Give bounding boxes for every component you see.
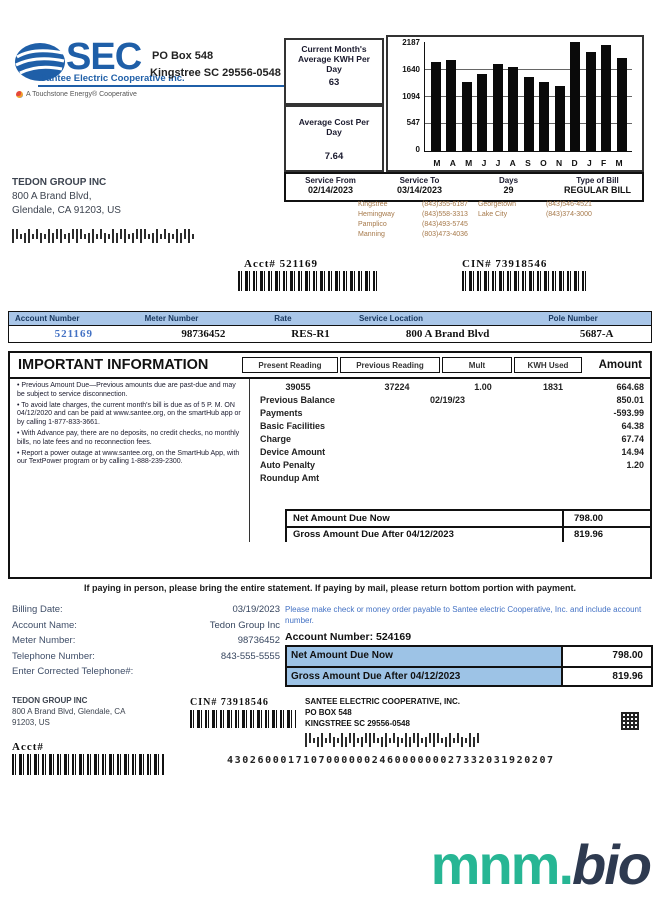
cin-number-label: CIN# 73918546 [462,258,548,270]
kwh-y-tick: 2187 [402,38,420,47]
service-period-box [284,172,644,202]
office-phone: (803)473-4036 [422,231,468,238]
charge-row: Charge 67.74 [260,434,644,444]
bullet: • Report a power outage at www.santee.org, on the SmartHub App, with our TextPower program or by calling 1-888-239-2300. [17,449,240,466]
kwh-bar [601,45,611,151]
kwh-chart-yticks [390,38,420,154]
kwh-y-tick: 0 [415,145,420,154]
kwh-bar [570,42,580,151]
net-due-amount: 798.00 [562,511,650,526]
kwh-x-label: M [465,158,473,168]
office-name: Kingstree [358,201,388,208]
mnm-bio-watermark [431,832,650,897]
kwh-bar [586,52,596,151]
billing-row: Account Name: Tedon Group Inc [12,619,280,631]
service-from: Service From 02/14/2023 [305,176,356,195]
meter-number-value: 98736452 [181,328,226,340]
amount-due-table [285,645,653,687]
service-location-value: 800 A Brand Blvd [405,328,490,340]
office-phone: (843)493-5745 [422,221,468,228]
kwh-bar [431,62,441,151]
charge-row: Payments -593.99 [260,408,644,418]
kwh-x-label: J [481,158,487,168]
payable-note: Please make check or money order payable to Santee electric Cooperative, Inc. and include account number. [285,605,642,625]
col-header: Meter Number [144,314,199,323]
net-due-amount-bottom: 798.00 [561,647,651,666]
net-due-row: Net Amount Due Now 798.00 [287,509,650,526]
cin-barcode [462,271,588,291]
charges-header-row [10,353,650,379]
office-name: Lake City [477,211,508,218]
kwh-chart-plot [424,42,632,152]
office-name: Georgetown [477,201,517,208]
payment-instructions-note: If paying in person, please bring the entire statement. If paying by mail, please return bottom portion with payment. [83,583,577,593]
kwh-bar [508,67,518,151]
charge-row: Basic Facilities 64.38 [260,421,644,431]
avg-kwh-value: 63 [328,77,340,88]
col-header: Service Location [358,314,423,323]
bullet: • With Advance pay, there are no deposits, no credit checks, no monthly bills, no late fees and no reconnection fees. [17,429,240,446]
office-name: Hemingway [358,211,395,218]
kwh-bar [617,58,627,151]
watermark-bio: bio [572,833,650,896]
touchstone-tagline: A Touchstone Energy® Cooperative [16,91,137,98]
kwh-x-label: J [586,158,592,168]
important-information-title: IMPORTANT INFORMATION [18,357,209,373]
kwh-bar [462,82,472,151]
rate-value: RES-R1 [291,328,330,340]
remit-cin-label: CIN# 73918546 [190,697,269,708]
remit-cin-barcode [190,710,296,728]
kwh-x-label: M [615,158,623,168]
gross-due-amount: 819.96 [562,528,650,543]
kwh-bar [477,74,487,151]
kwh-y-tick: 1640 [402,64,420,74]
net-due-row-bottom: Net Amount Due Now 798.00 [287,647,651,666]
kwh-bar [555,86,565,151]
billing-row: Meter Number: 98736452 [12,635,280,646]
po-box-line: PO Box 548 [152,50,214,62]
account-table-values [9,326,651,342]
acct-number-label: Acct# 521169 [244,258,319,270]
office-phone: (843)355-6187 [422,201,468,208]
qr-code [621,712,639,730]
avg-kwh-label: Current Month's Average KWH Per Day [298,44,370,74]
logo-underline [38,85,284,87]
kwh-x-label: F [601,158,607,168]
kwh-x-label: J [495,158,501,168]
kwh-y-tick: 1094 [402,91,420,101]
col-header: Account Number [15,314,80,323]
kwh-x-label: N [556,158,563,168]
meter-reading-row: 39055 37224 1.00 1831 664.68 [285,382,644,392]
postal-imb-barcode [12,229,194,243]
kwh-x-label: A [449,158,456,168]
kwh-bar [539,82,549,151]
avg-cost-label: Average Cost Per Day [298,117,370,137]
mult-header: Mult [442,357,512,373]
amount-header: Amount [598,359,642,371]
bullet: • To avoid late charges, the current month's bill is due as of 5 P. M. ON 04/12/2020 and can be paid at www.santee.org, on the smartHub app or by calling 1-877-833-3661. [17,401,241,427]
remit-account-number: Account Number: 524169 [285,631,412,643]
remit-acct-barcode [12,754,164,775]
pole-number-value: 5687-A [579,328,614,340]
bullet: • Previous Amount Due—Previous amounts due are past-due and may be subject to service disconnection. [17,382,236,398]
kwh-chart-bars [425,42,632,151]
coop-remit-address: SANTEE ELECTRIC COOPERATIVE, INC. PO BOX 548 KINGSTREE SC 29556-0548 [305,697,460,728]
account-info-table [8,311,652,343]
billing-row: Billing Date: 03/19/2023 [12,604,280,615]
kwh-y-tick: 547 [406,118,420,128]
charge-row: Previous Balance 02/19/23 850.01 [260,395,644,405]
billing-row: Telephone Number: 843-555-5555 [12,650,280,662]
account-number-value: 521169 [54,328,93,340]
customer-name: TEDON GROUP INC [12,177,107,188]
customer-address-2: Glendale, CA 91203, US [12,205,121,216]
cooperative-name: Santee Electric Cooperative Inc. [40,73,185,84]
charges-detail-box [8,351,652,579]
charge-row: Device Amount 14.94 [260,447,644,457]
gross-due-amount-bottom: 819.96 [561,668,651,685]
charge-row: Auto Penalty 1.20 [260,460,644,470]
sec-logo-text: SEC [66,36,142,78]
service-to: Service To 03/14/2023 [396,176,443,195]
acct-barcode [238,271,380,291]
corrected-telephone-field[interactable]: Enter Corrected Telephone#: [12,666,134,677]
avg-kwh-box [284,38,384,105]
previous-reading-header: Previous Reading [340,357,440,373]
office-phone-list [358,201,592,238]
kwh-bar [493,64,503,151]
kwh-x-label: A [509,158,516,168]
office-name: Pamplico [358,221,387,228]
col-header: Pole Number [548,314,598,323]
kwh-bar [446,60,456,151]
kwh-x-label: M [433,158,441,168]
kwh-used-header: KWH Used [514,357,582,373]
office-phone: (843)546-4521 [545,201,592,208]
remit-customer-address: TEDON GROUP INC 800 A Brand Blvd, Glendale, CA 91203, US [12,696,126,727]
office-name: Manning [358,231,385,238]
kwh-chart-xlabels [424,158,632,168]
service-days: Days 29 [498,176,519,195]
kwh-x-label: S [525,158,531,168]
gross-due-row: Gross Amount Due After 04/12/2023 819.96 [287,526,650,543]
touchstone-energy-icon [16,91,23,98]
charge-row: Roundup Amt [260,473,320,483]
po-city-line: Kingstree SC 29556-0548 [150,67,281,79]
avg-cost-value: 7.64 [324,151,344,162]
gross-due-row-bottom: Gross Amount Due After 04/12/2023 819.96 [287,666,651,685]
customer-address-block [12,176,121,218]
watermark-mnm: mnm. [430,833,573,896]
customer-address-1: 800 A Brand Blvd, [12,191,92,202]
kwh-x-label: O [540,158,547,168]
ocr-scan-line: 4302600017107000000246000000027332031920207 [227,755,555,766]
kwh-usage-chart [386,35,644,172]
coop-postal-imb-barcode [305,733,479,747]
remit-acct-label: Acct# [12,741,44,753]
col-header: Rate [274,314,292,323]
office-phone: (843)374-3000 [545,211,592,218]
billing-details [12,604,280,682]
office-phone: (843)558-3313 [422,211,468,218]
bill-type: Type of Bill REGULAR BILL [564,176,631,195]
kwh-x-label: D [571,158,578,168]
kwh-bar [524,77,534,151]
present-reading-header: Present Reading [242,357,338,373]
avg-cost-box [284,105,384,172]
account-table-header [9,312,651,326]
